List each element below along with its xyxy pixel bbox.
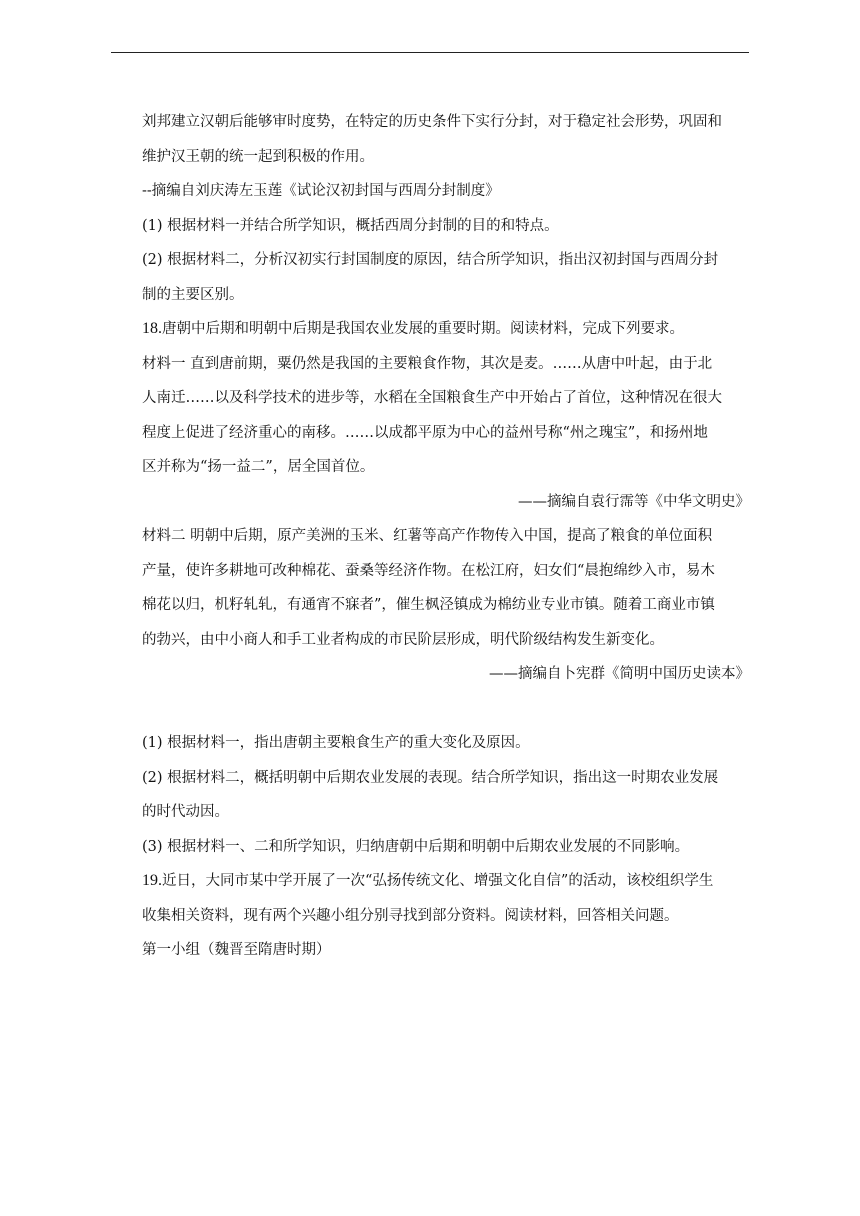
q19-group1-heading: 第一小组（魏晋至隋唐时期） [142, 942, 331, 958]
q19-stem [142, 864, 750, 899]
material-text-line: 刘邦建立汉朝后能够审时度势，在特定的历史条件下实行分封，对于稳定社会形势，巩固和 [142, 114, 722, 130]
spacer [142, 692, 750, 727]
page-content [142, 105, 750, 968]
q18-material1-line: 人南迁……以及科学技术的进步等，水稻在全国粮食生产中开始占了首位，这种情况在很大 [142, 390, 722, 406]
q18-number: 18. [142, 320, 162, 337]
q18-material1-source: ——摘编自袁行霈等《中华文明史》 [518, 493, 750, 510]
q18-material1-line: 区并称为“扬一益二”，居全国首位。 [142, 459, 375, 475]
q18-material2-source: ——摘编自卜宪群《简明中国历史读本》 [489, 666, 750, 682]
material-source: --摘编自刘庆涛左玉莲《试论汉初封国与西周分封制度》 [142, 183, 500, 199]
material-text-line: 维护汉王朝的统一起到积极的作用。 [142, 148, 374, 165]
q18-stem [142, 312, 750, 347]
q18-material1-line: 材料一 直到唐前期，粟仍然是我国的主要粮食作物，其次是麦。……从唐中叶起，由于北 [142, 355, 713, 372]
q18-question-1: (1) 根据材料一，指出唐朝主要粮食生产的重大变化及原因。 [142, 735, 530, 751]
q17-question-2-cont: 制的主要区别。 [142, 286, 244, 303]
q19-number: 19. [142, 872, 162, 889]
q19-stem-cont: 收集相关资料，现有两个兴趣小组分别寻找到部分资料。阅读材料，回答相关问题。 [142, 907, 679, 924]
q18-material2-line: 的勃兴，由中小商人和手工业者构成的市民阶层形成，明代阶级结构发生新变化。 [142, 631, 664, 648]
header-rule [111, 52, 749, 53]
q18-question-2-cont: 的时代动因。 [142, 804, 229, 820]
q17-question-1: (1) 根据材料一并结合所学知识，概括西周分封制的目的和特点。 [142, 217, 559, 234]
q19-stem-text: 近日，大同市某中学开展了一次“弘扬传统文化、增强文化自信”的活动，该校组织学生 [162, 873, 714, 889]
q18-stem-text: 唐朝中后期和明朝中后期是我国农业发展的重要时期。阅读材料，完成下列要求。 [162, 321, 684, 337]
q17-question-2: (2) 根据材料二，分析汉初实行封国制度的原因，结合所学知识，指出汉初封国与西周分封 [142, 252, 719, 268]
q18-material2-line: 棉花以归，机籽轧轧，有通宵不寐者”，催生枫泾镇成为棉纺业专业市镇。随着工商业市镇 [142, 597, 715, 613]
q18-question-2: (2) 根据材料二，概括明朝中后期农业发展的表现。结合所学知识，指出这一时期农业发展 [142, 769, 719, 786]
q18-material2-line: 产量，使许多耕地可改种棉花、蚕桑等经济作物。在松江府，妇女们“晨抱绵纱入市，易木 [142, 562, 715, 579]
q18-material2-line: 材料二 明朝中后期，原产美洲的玉米、红薯等高产作物传入中国，提高了粮食的单位面积 [142, 528, 713, 544]
q18-question-3: (3) 根据材料一、二和所学知识，归纳唐朝中后期和明朝中后期农业发展的不同影响。 [142, 838, 690, 855]
q18-material1-line: 程度上促进了经济重心的南移。……以成都平原为中心的益州号称“州之瑰宝”，和扬州地 [142, 424, 708, 441]
